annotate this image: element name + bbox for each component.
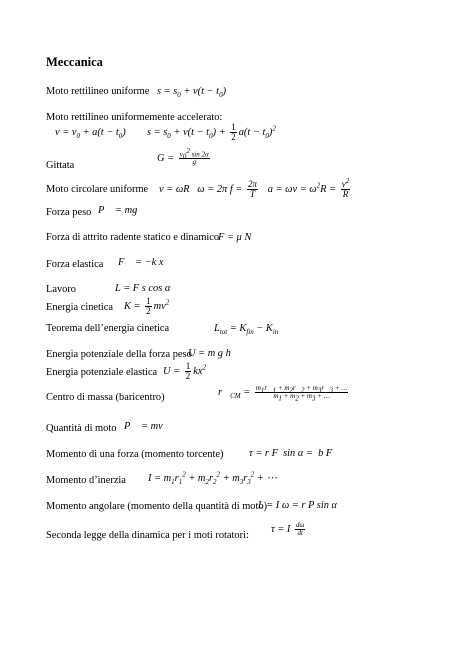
label-moto-uniformemente-accelerato: Moto rettilineo uniformemente accelerato: bbox=[46, 112, 223, 123]
label-momento-angolare: Momento angolare (momento della quantità di moto) bbox=[46, 501, 268, 512]
label-seconda-legge-rotatori: Seconda legge della dinamica per i moti rotatori: bbox=[46, 530, 249, 541]
formula-teorema-energia-cinetica: $L_{tot} = K_{fin} - K_{in}$ bbox=[214, 323, 279, 337]
formula-posizione-accelerato: $s = s_0 + v(t - t_0)$ + $\frac{1}{2}$ $a(t - t_0)^2$ bbox=[147, 122, 276, 142]
label-energia-potenziale-peso: Energia potenziale della forza peso bbox=[46, 349, 192, 360]
formula-seconda-legge-rotatori: τ = I $\frac{d\omega}{dt}$ bbox=[271, 521, 305, 537]
formula-forza-elastica: F⃗ = −k x⃗ bbox=[118, 257, 172, 268]
label-forza-peso: Forza peso bbox=[46, 207, 92, 218]
label-forza-elastica: Forza elastica bbox=[46, 259, 104, 270]
label-teorema-energia-cinetica: Teorema dell’energia cinetica bbox=[46, 323, 170, 334]
formula-energia-potenziale-peso: U = m g h bbox=[188, 348, 231, 359]
label-energia-cinetica: Energia cinetica bbox=[46, 302, 114, 313]
formula-moto-circolare: v = ωR ω = 2π f = $\frac{2\pi}{T}$ $a = \omega v = \omega^2R$ = $\frac{v^2}{R}$ bbox=[159, 177, 350, 199]
label-gittata: Gittata bbox=[46, 160, 75, 171]
formula-forza-peso: P⃗ = mg⃗ bbox=[98, 205, 146, 216]
formula-energia-potenziale-elastica: U = $\frac{1}{2}$ $kx^2$ bbox=[163, 361, 206, 381]
label-momento-inerzia: Momento d’inerzia bbox=[46, 475, 126, 486]
formula-gittata: G = $\frac{v_0^2 \sin 2\alpha}{g}$ bbox=[157, 147, 209, 167]
label-quantita-di-moto: Quantità di moto bbox=[46, 423, 117, 434]
label-forza-attrito: Forza di attrito radente statico e dinamico bbox=[46, 232, 220, 243]
label-centro-di-massa: Centro di massa (baricentro) bbox=[46, 392, 165, 403]
formula-lavoro: L = F s cos α bbox=[115, 283, 171, 294]
formula-forza-attrito: F = μ N bbox=[218, 232, 252, 243]
formula-moto-uniforme: $s = s_0 + v(t - t_0)$ bbox=[157, 86, 227, 100]
label-moto-rettilineo-uniforme: Moto rettilineo uniforme bbox=[46, 86, 150, 97]
page-title: Meccanica bbox=[46, 55, 103, 69]
label-energia-potenziale-elastica: Energia potenziale elastica bbox=[46, 367, 158, 378]
formula-momento-inerzia: $I = m_1r_1^2 + m_2r_2^2 + m_3r_3^2$ + ⋯ bbox=[148, 470, 277, 487]
formula-momento-forza: τ = r F sin α = b F bbox=[249, 448, 333, 459]
label-moto-circolare: Moto circolare uniforme bbox=[46, 184, 149, 195]
label-momento-forza: Momento di una forza (momento torcente) bbox=[46, 449, 224, 460]
formula-centro-di-massa: $r⃗_{CM}$ = $\frac{m_1r⃗_1 + m_2r⃗_2 + m_3r⃗_3 + \dots}{m_1 + m_2 + m_3 + \dots}$ bbox=[218, 384, 348, 403]
formula-velocita-accelerato: $v = v_0 + a(t - t_0)$ bbox=[55, 127, 126, 141]
label-lavoro: Lavoro bbox=[46, 284, 77, 295]
formula-energia-cinetica: K = $\frac{1}{2}$ $mv^2$ bbox=[124, 296, 170, 316]
formula-momento-angolare: L = I ω = r P sin α bbox=[258, 500, 337, 511]
formula-quantita-di-moto: P⃗ = mv⃗ bbox=[124, 421, 171, 432]
